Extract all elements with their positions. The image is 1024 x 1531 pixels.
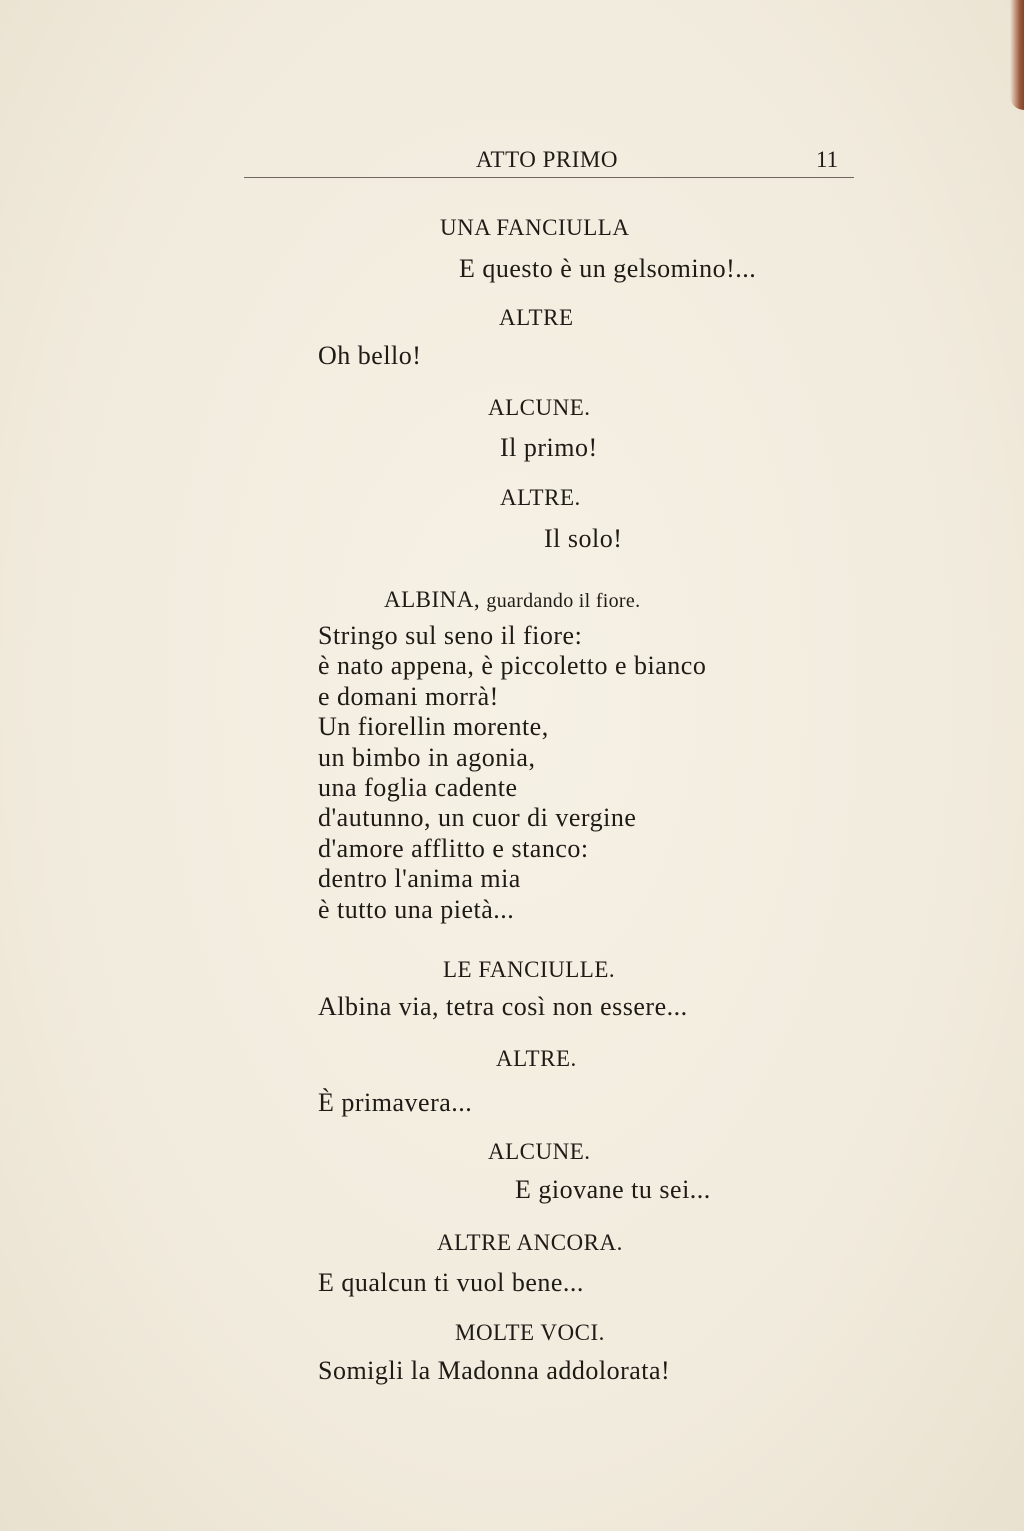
line-gelsomino: E questo è un gelsomino!... — [459, 254, 757, 283]
stanza-line: e domani morrà! — [318, 681, 499, 711]
speaker-molte-voci: MOLTE VOCI. — [455, 1320, 605, 1345]
speaker-altre-ancora: ALTRE ANCORA. — [437, 1230, 623, 1255]
line-primavera: È primavera... — [318, 1088, 473, 1117]
running-head-title: ATTO PRIMO — [476, 147, 618, 172]
line-qualcun: E qualcun ti vuol bene... — [318, 1268, 584, 1297]
speaker-albina — [384, 588, 640, 611]
line-oh-bello: Oh bello! — [318, 341, 422, 370]
stanza-line: Un fiorellin morente, — [318, 712, 549, 742]
stanza-line: d'autunno, un cuor di vergine — [318, 803, 637, 833]
albina-stanza — [318, 621, 706, 925]
speaker-una-fanciulla: UNA FANCIULLA — [440, 215, 630, 240]
page-number: 11 — [816, 147, 839, 172]
stanza-line: dentro l'anima mia — [318, 864, 521, 894]
stanza-line: è nato appena, è piccoletto e bianco — [318, 651, 707, 681]
speaker-alcune-1: ALCUNE. — [488, 395, 591, 420]
speaker-le-fanciulle: LE FANCIULLE. — [443, 957, 616, 982]
stanza-line: un bimbo in agonia, — [318, 742, 536, 772]
page-edge-shadow — [1010, 0, 1024, 110]
line-albina-via: Albina via, tetra così non essere... — [318, 992, 688, 1021]
speaker-altre-2: ALTRE. — [500, 485, 581, 510]
stanza-line: una foglia cadente — [318, 773, 518, 803]
line-il-solo: Il solo! — [544, 524, 623, 553]
speaker-altre-3: ALTRE. — [496, 1046, 577, 1071]
line-somigli: Somigli la Madonna addolorata! — [318, 1356, 671, 1385]
speaker-albina-name: ALBINA, — [384, 587, 481, 612]
stanza-line: è tutto una pietà... — [318, 894, 515, 924]
line-giovane: E giovane tu sei... — [515, 1175, 711, 1204]
speaker-alcune-2: ALCUNE. — [488, 1139, 591, 1164]
speaker-altre-1: ALTRE — [499, 305, 574, 330]
stage-direction: guardando il fiore. — [486, 590, 641, 612]
line-il-primo: Il primo! — [500, 433, 598, 462]
stanza-line: Stringo sul seno il fiore: — [318, 621, 583, 650]
stanza-line: d'amore afflitto e stanco: — [318, 833, 589, 863]
header-rule — [244, 177, 854, 178]
